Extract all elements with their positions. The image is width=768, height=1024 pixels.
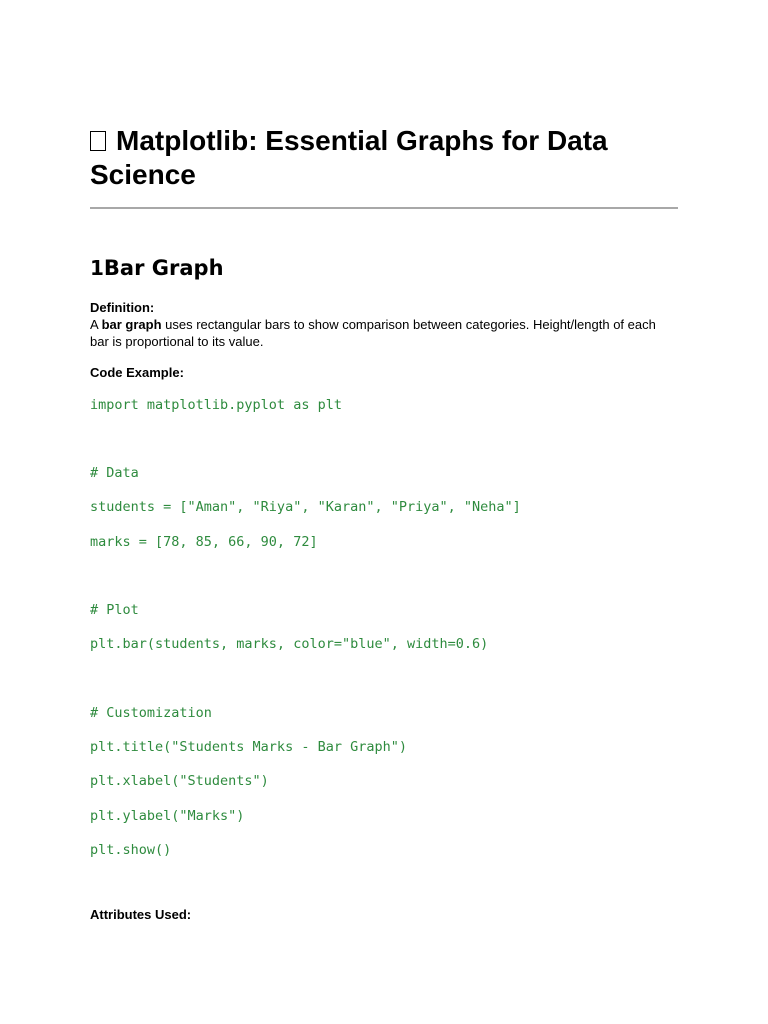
- definition-label: Definition:: [90, 300, 155, 315]
- code-comment: # Data: [90, 465, 139, 481]
- code-line: import matplotlib.pyplot as plt: [90, 397, 342, 413]
- code-line: plt.xlabel("Students"): [90, 773, 269, 789]
- section-heading: [90, 254, 224, 282]
- code-line: students = ["Aman", "Riya", "Karan", "Priya", "Neha"]: [90, 499, 521, 515]
- code-comment: # Customization: [90, 705, 212, 721]
- page-title-text: Matplotlib: Essential Graphs for Data Science: [90, 125, 608, 190]
- code-comment: # Plot: [90, 602, 139, 618]
- code-example-label: Code Example:: [90, 365, 184, 380]
- page-title: [90, 124, 678, 192]
- definition-paragraph: [90, 316, 678, 350]
- code-line: plt.ylabel("Marks"): [90, 808, 245, 824]
- code-line: plt.show(): [90, 842, 172, 858]
- attributes-label: Attributes Used:: [90, 907, 192, 922]
- definition-rest: uses rectangular bars to show comparison between categories. Height/length of each bar is proportional to its value.: [90, 317, 656, 349]
- missing-glyph-icon: [90, 131, 106, 151]
- code-line: plt.bar(students, marks, color="blue", width=0.6): [90, 636, 489, 652]
- definition-lead: A: [90, 317, 102, 332]
- horizontal-divider: [90, 207, 678, 209]
- definition-term: bar graph: [101, 317, 162, 332]
- code-line: marks = [78, 85, 66, 90, 72]: [90, 534, 318, 550]
- code-line: plt.title("Students Marks - Bar Graph"): [90, 739, 407, 755]
- section-number: 1: [90, 256, 104, 280]
- section-heading-text: Bar Graph: [103, 256, 224, 280]
